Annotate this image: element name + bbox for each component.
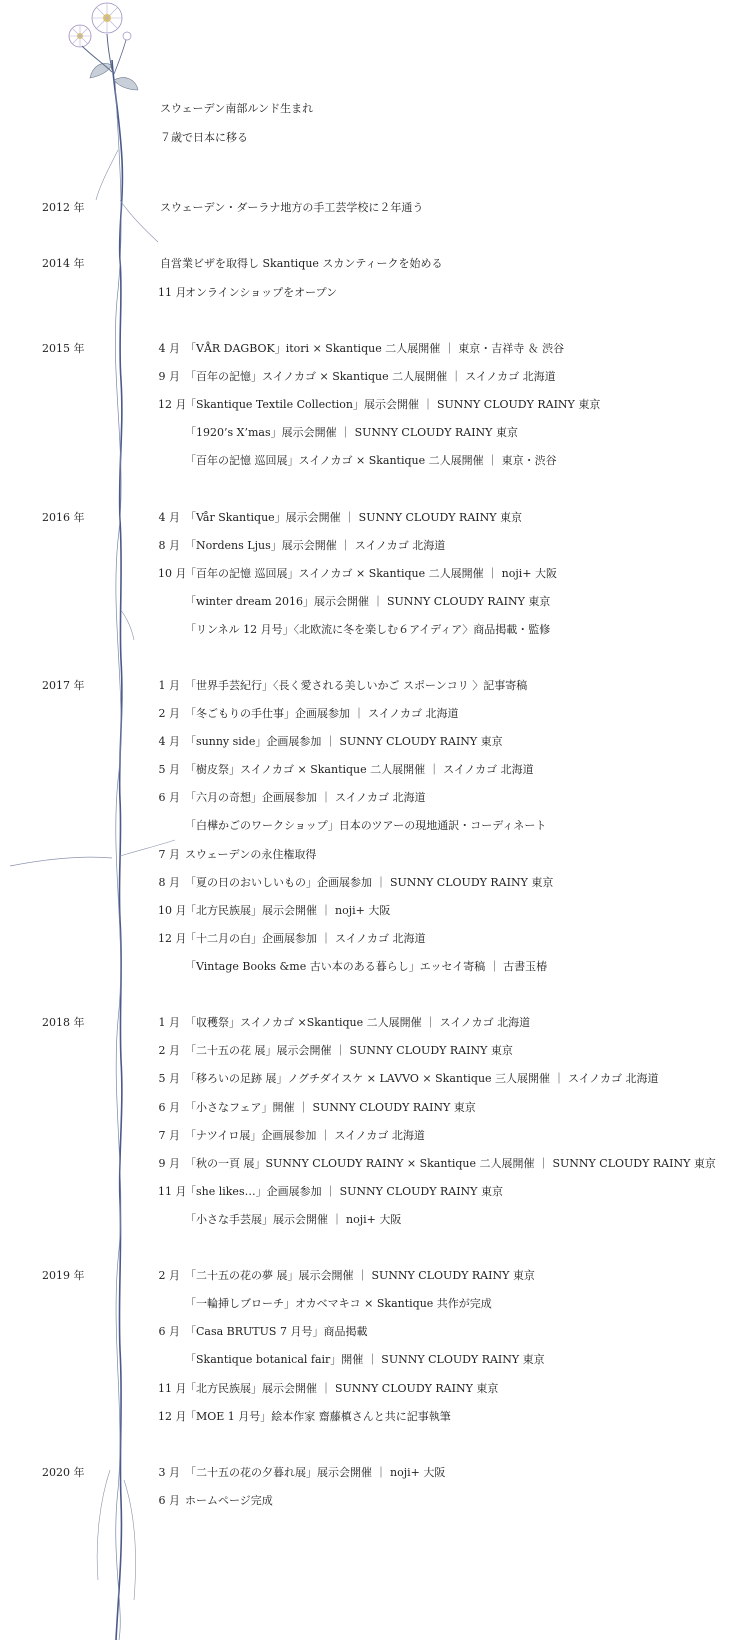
event-text: 「百年の記憶」スイノカゴ × Skantique 二人展開催 ｜ スイノカゴ 北海道 (185, 370, 556, 383)
timeline-row (0, 1182, 743, 1202)
timeline-row (0, 816, 743, 836)
timeline-row (0, 760, 743, 780)
month-label: 11 月 (158, 1382, 187, 1395)
event-text: 「北方民族展」展示会開催 ｜ noji+ 大阪 (185, 904, 391, 917)
timeline-row (0, 1013, 743, 1033)
month-label: 6 月 (158, 1325, 180, 1338)
month-label: 7 月 (158, 1129, 180, 1142)
intro-line (0, 128, 743, 148)
timeline-row (0, 788, 743, 808)
event-text: 「Casa BRUTUS 7 月号」商品掲載 (185, 1325, 368, 1338)
timeline-row (0, 620, 743, 640)
timeline-row (0, 1041, 743, 1061)
timeline-row (0, 929, 743, 949)
year-label: 2014 年 (42, 257, 85, 270)
timeline-row (0, 1379, 743, 1399)
timeline-row (0, 395, 743, 415)
timeline-row (0, 1210, 743, 1230)
event-text: 「十二月の白」企画展参加 ｜ スイノカゴ 北海道 (185, 932, 426, 945)
timeline-row (0, 1098, 743, 1118)
timeline-row (0, 1294, 743, 1314)
event-text: 「Nordens Ljus」展示会開催 ｜ スイノカゴ 北海道 (185, 539, 446, 552)
year-label: 2019 年 (42, 1269, 85, 1282)
event-text: 「Vår Skantique」展示会開催 ｜ SUNNY CLOUDY RAINY 東京 (185, 511, 523, 524)
event-text: 「二十五の花の夢 展」展示会開催 ｜ SUNNY CLOUDY RAINY 東京 (185, 1269, 535, 1282)
month-label: 10 月 (158, 567, 187, 580)
timeline-row (0, 676, 743, 696)
timeline-row (0, 423, 743, 443)
month-label: 12 月 (158, 1410, 187, 1423)
timeline-row (0, 1154, 743, 1174)
timeline-row (0, 957, 743, 977)
year-label: 2020 年 (42, 1466, 85, 1479)
event-text: 「樹皮祭」スイノカゴ × Skantique 二人展開催 ｜ スイノカゴ 北海道 (185, 763, 534, 776)
event-text: 「移ろいの足跡 展」ノグチダイスケ × LAVVO × Skantique 三人展開催 ｜ スイノカゴ 北海道 (185, 1072, 659, 1085)
timeline-row (0, 732, 743, 752)
event-text: 「冬ごもりの手仕事」企画展参加 ｜ スイノカゴ 北海道 (185, 707, 459, 720)
month-label: 10 月 (158, 904, 187, 917)
year-label: 2012 年 (42, 201, 85, 214)
event-text: 「ナツイロ展」企画展参加 ｜ スイノカゴ 北海道 (185, 1129, 425, 1142)
event-text: スウェーデン・ダーラナ地方の手工芸学校に２年通う (160, 201, 424, 214)
month-label: 7 月 (158, 848, 180, 861)
event-text: 「Skantique botanical fair」開催 ｜ SUNNY CLOUDY RAINY 東京 (185, 1353, 545, 1366)
month-label: 2 月 (158, 1044, 180, 1057)
event-text: スウェーデンの永住権取得 (185, 848, 317, 861)
month-label: 4 月 (158, 342, 180, 355)
event-text: 「リンネル 12 月号」〈北欧流に冬を楽しむ６アイディア〉商品掲載・監修 (185, 623, 551, 636)
month-label: 2 月 (158, 707, 180, 720)
event-text: 「小さなフェア」開催 ｜ SUNNY CLOUDY RAINY 東京 (185, 1101, 476, 1114)
event-text: 「二十五の花の夕暮れ展」展示会開催 ｜ noji+ 大阪 (185, 1466, 446, 1479)
event-text: 「MOE 1 月号」絵本作家 齋藤槙さんと共に記事執筆 (185, 1410, 451, 1423)
timeline-row (0, 367, 743, 387)
month-label: 5 月 (158, 1072, 180, 1085)
timeline-row (0, 1126, 743, 1146)
timeline-row (0, 873, 743, 893)
event-text: ホームページ完成 (185, 1494, 273, 1507)
month-label: 6 月 (158, 1494, 180, 1507)
leaf (90, 63, 112, 78)
event-text: オンラインショップをオープン (185, 286, 338, 299)
event-text: 「六月の奇想」企画展参加 ｜ スイノカゴ 北海道 (185, 791, 426, 804)
daisy-flower-small (69, 25, 91, 47)
month-label: 1 月 (158, 679, 180, 692)
month-label: 12 月 (158, 932, 187, 945)
event-text: 「小さな手芸展」展示会開催 ｜ noji+ 大阪 (185, 1213, 402, 1226)
timeline-row (0, 1491, 743, 1511)
month-label: 9 月 (158, 370, 180, 383)
timeline-row (0, 564, 743, 584)
event-text: 「1920’s X’mas」展示会開催 ｜ SUNNY CLOUDY RAINY 東京 (185, 426, 518, 439)
month-label: 11 月 (158, 1185, 187, 1198)
event-text: 「北方民族展」展示会開催 ｜ SUNNY CLOUDY RAINY 東京 (185, 1382, 499, 1395)
intro-line (0, 99, 743, 119)
event-text: 「sunny side」企画展参加 ｜ SUNNY CLOUDY RAINY 東京 (185, 735, 503, 748)
month-label: 2 月 (158, 1269, 180, 1282)
event-text: 「夏の日のおいしいもの」企画展参加 ｜ SUNNY CLOUDY RAINY 東京 (185, 876, 554, 889)
event-text: 「Skantique Textile Collection」展示会開催 ｜ SUNNY CLOUDY RAINY 東京 (185, 398, 601, 411)
timeline-row (0, 1322, 743, 1342)
timeline-row (0, 283, 743, 303)
timeline-row (0, 1407, 743, 1427)
month-label: 8 月 (158, 876, 180, 889)
event-text: 「白樺かごのワークショップ」日本のツアーの現地通訳・コーディネート (185, 819, 547, 832)
timeline-row (0, 508, 743, 528)
event-text: 「秋の一頁 展」SUNNY CLOUDY RAINY × Skantique 二人展開催 ｜ SUNNY CLOUDY RAINY 東京 (185, 1157, 716, 1170)
event-text: 「百年の記憶 巡回展」スイノカゴ × Skantique 二人展開催 ｜ 東京・渋谷 (185, 454, 557, 467)
event-text: 「she likes…」企画展参加 ｜ SUNNY CLOUDY RAINY 東京 (185, 1185, 503, 1198)
event-text: 「世界手芸紀行」〈長く愛される美しいかご スポーンコリ 〉記事寄稿 (185, 679, 528, 692)
event-text: 「百年の記憶 巡回展」スイノカゴ × Skantique 二人展開催 ｜ noji+ 大阪 (185, 567, 557, 580)
event-text: 「収穫祭」スイノカゴ ×Skantique 二人展開催 ｜ スイノカゴ 北海道 (185, 1016, 531, 1029)
year-label: 2016 年 (42, 511, 85, 524)
timeline-row (0, 901, 743, 921)
month-label: 4 月 (158, 735, 180, 748)
timeline-row (0, 1463, 743, 1483)
month-label: 9 月 (158, 1157, 180, 1170)
timeline-row (0, 254, 743, 274)
intro-text: ７歳で日本に移る (160, 131, 248, 144)
month-label: 12 月 (158, 398, 187, 411)
month-label: 6 月 (158, 791, 180, 804)
timeline-row (0, 536, 743, 556)
intro-text: スウェーデン南部ルンド生まれ (160, 102, 314, 115)
month-label: 6 月 (158, 1101, 180, 1114)
year-label: 2017 年 (42, 679, 85, 692)
timeline-row (0, 198, 743, 218)
daisy-flower-large (92, 3, 122, 33)
timeline-row (0, 1350, 743, 1370)
month-label: 11 月 (158, 286, 187, 299)
timeline-row (0, 845, 743, 865)
event-text: 「二十五の花 展」展示会開催 ｜ SUNNY CLOUDY RAINY 東京 (185, 1044, 513, 1057)
leaf (114, 78, 138, 90)
timeline-row (0, 339, 743, 359)
month-label: 4 月 (158, 511, 180, 524)
event-text: 「一輪挿しブローチ」オカベマキコ × Skantique 共作が完成 (185, 1297, 492, 1310)
event-text: 「VÅR DAGBOK」itori × Skantique 二人展開催 ｜ 東京・吉祥寺 ＆ 渋谷 (185, 342, 565, 355)
year-label: 2015 年 (42, 342, 85, 355)
month-label: 5 月 (158, 763, 180, 776)
timeline-row (0, 592, 743, 612)
flower-bud (123, 32, 131, 40)
timeline-row (0, 451, 743, 471)
timeline-row (0, 1069, 743, 1089)
event-text: 「Vintage Books &me 古い本のある暮らし」エッセイ寄稿 ｜ 古書玉椿 (185, 960, 548, 973)
year-label: 2018 年 (42, 1016, 85, 1029)
event-text: 「winter dream 2016」展示会開催 ｜ SUNNY CLOUDY RAINY 東京 (185, 595, 551, 608)
event-text: 自営業ビザを取得し Skantique スカンティークを始める (160, 257, 443, 270)
timeline-row (0, 1266, 743, 1286)
timeline-row (0, 704, 743, 724)
month-label: 1 月 (158, 1016, 180, 1029)
month-label: 3 月 (158, 1466, 180, 1479)
month-label: 8 月 (158, 539, 180, 552)
